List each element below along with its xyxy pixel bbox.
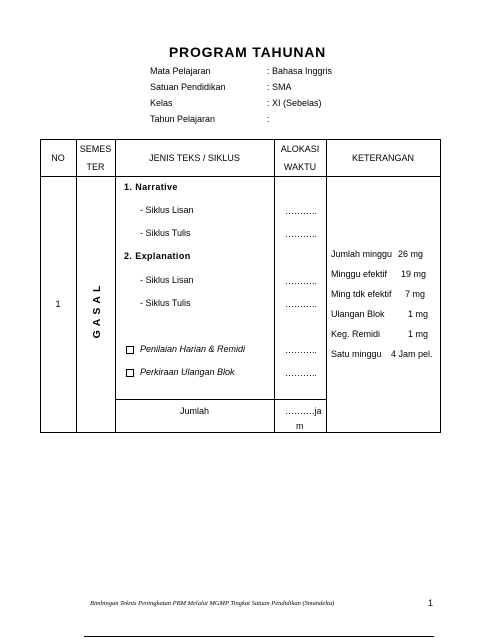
header-semester-line1: SEMES — [79, 144, 112, 154]
alokasi-value: ……….. — [285, 206, 318, 216]
semester-label: GASAL — [91, 281, 103, 339]
keterangan-label: Ulangan Blok — [331, 309, 385, 319]
table-total-divider — [115, 399, 326, 400]
checkbox-icon — [126, 369, 134, 377]
table-border-top — [40, 139, 441, 140]
keterangan-value: 19 mg — [401, 269, 427, 279]
alokasi-value: ……….. — [285, 345, 318, 355]
footer-text: Bimbingan Teknis Peningkatan PBM Melalui MGMP Tingkat Satuan Pendidikan (Smandelta) — [90, 600, 335, 607]
header-alokasi-line2: WAKTU — [283, 162, 317, 172]
alokasi-value: ……….. — [285, 299, 318, 309]
meta-value-mapel: : Bahasa Inggris — [267, 66, 333, 76]
header-no: NO — [51, 153, 65, 163]
extra-item-label: Penilaian Harian & Remidi — [140, 344, 246, 354]
keterangan-value: 4 Jam pel. — [391, 349, 433, 359]
footer-rule — [84, 636, 434, 637]
table-border-bottom — [40, 432, 441, 433]
meta-value-kelas: : XI (Sebelas) — [267, 98, 322, 108]
item-label: - Siklus Tulis — [140, 228, 191, 238]
keterangan-label: Minggu efektif — [331, 269, 388, 279]
meta-label-mapel: Mata Pelajaran — [150, 66, 211, 76]
keterangan-label: Satu minggu — [331, 349, 382, 359]
alokasi-value: ……….. — [285, 368, 318, 378]
header-alokasi-line1: ALOKASI — [280, 144, 320, 154]
header-semester-line2: TER — [86, 162, 105, 172]
meta-label-kelas: Kelas — [150, 98, 173, 108]
jumlah-label: Jumlah — [179, 406, 209, 416]
table-col-divider-semester — [115, 139, 116, 432]
table-col-divider-jenis — [274, 139, 275, 432]
table-border-right — [440, 139, 441, 432]
header-keterangan: KETERANGAN — [351, 153, 414, 163]
item-label: - Siklus Lisan — [140, 275, 194, 285]
keterangan-label: Keg. Remidi — [331, 329, 381, 339]
page-title: PROGRAM TAHUNAN — [168, 44, 327, 60]
jumlah-value-line1: ……….ja — [285, 406, 322, 416]
section-heading-narrative: 1. Narrative — [124, 182, 178, 192]
keterangan-value: 7 mg — [405, 289, 426, 299]
meta-value-satuan: : SMA — [267, 82, 292, 92]
item-label: - Siklus Lisan — [140, 205, 194, 215]
item-label: - Siklus Tulis — [140, 298, 191, 308]
alokasi-value: ……….. — [285, 229, 318, 239]
meta-label-satuan: Satuan Pendidikan — [150, 82, 226, 92]
table-border-left — [40, 139, 41, 432]
table-header-divider — [40, 176, 441, 177]
jumlah-value-line2: m — [296, 421, 304, 431]
keterangan-value: 26 mg — [398, 249, 424, 259]
checkbox-icon — [126, 346, 134, 354]
meta-label-tahun: Tahun Pelajaran — [150, 114, 216, 124]
header-jenis: JENIS TEKS / SIKLUS — [149, 153, 240, 163]
keterangan-label: Ming tdk efektif — [331, 289, 392, 299]
extra-item-label: Perkiraan Ulangan Blok — [140, 367, 235, 377]
keterangan-value: 1 mg — [408, 309, 429, 319]
section-heading-explanation: 2. Explanation — [124, 251, 191, 261]
table-col-divider-alokasi — [326, 139, 327, 432]
table-col-divider-no — [76, 139, 77, 432]
meta-value-tahun: : — [267, 114, 270, 124]
alokasi-value: ……….. — [285, 276, 318, 286]
keterangan-value: 1 mg — [408, 329, 429, 339]
keterangan-label: Jumlah minggu — [331, 249, 393, 259]
row-number: 1 — [55, 299, 61, 309]
page-number: 1 — [428, 598, 434, 608]
